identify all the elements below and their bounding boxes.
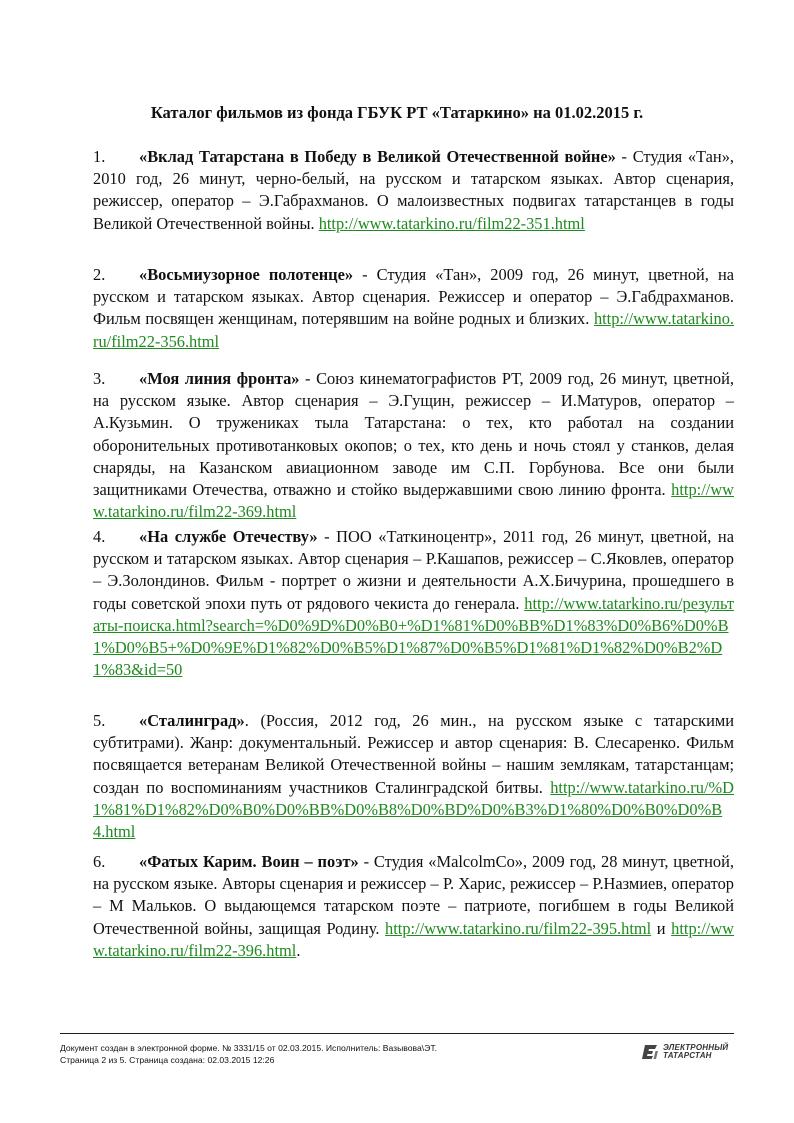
catalog-entry (93, 146, 734, 235)
logo-text-line2: ТАТАРСТАН (663, 1051, 712, 1060)
entry-number: 3. (93, 369, 106, 388)
footer-page-info: Страница 2 из 5. Страница создана: 02.03.2015 12:26 (60, 1055, 275, 1065)
entry-number: 4. (93, 527, 106, 546)
entry-text: - ПОО «Таткиноцентр», 2011 год, 26 минут, цветной, на русском и татарском языках. Автор сценария – Р.Кашапов, режиссер – С.Яковлев, оператор – Э.Золондинов. Фильм - портрет о жизни и деятельности А.Х.Бичурина, прошедшего в годы советской эпохи путь от рядового чекиста до генерала. (93, 527, 734, 613)
entry-text: - Студия «Тан», 2010 год, 26 минут, черно-белый, на русском и татарском языках. Автор сценария, режиссер, оператор – Э.Габрахманов. О малоизвестных подвигах татарстанцев в годы Великой Отечественной войны. (93, 147, 735, 233)
entry-text: - Студия «Тан», 2009 год, 26 минут, цветной, на русском и татарском языках. Автор сценария. Режиссер и оператор – Э.Габдрахманов. Фильм посвящен женщинам, потерявшим на войне родных и близких. (93, 265, 734, 329)
entry-link[interactable]: http://www.tatarkino.ru/film22-369.html (93, 480, 734, 522)
footer-document-info: Документ создан в электронной форме. № 3331/15 от 02.03.2015. Исполнитель: Вазывова\ЭТ. (60, 1043, 438, 1053)
entry-link-2[interactable]: http://www.tatarkino.ru/film22-396.html (93, 918, 734, 960)
entry-link[interactable]: http://www.tatarkino.ru/film22-395.html (385, 918, 652, 938)
catalog-entry (93, 526, 734, 681)
logo-mark-icon (641, 1043, 659, 1061)
entry-link[interactable]: http://www.tatarkino.ru/film22-351.html (318, 213, 585, 233)
entry-title: «Сталинград» (139, 711, 245, 730)
entry-number: 5. (93, 711, 106, 730)
catalog-entry (93, 264, 734, 353)
page-title: Каталог фильмов из фонда ГБУК РТ «Татаркино» на 01.02.2015 г. (150, 103, 644, 122)
entry-title: «Восьмиузорное полотенце» (139, 265, 354, 284)
logo-text-line1: ЭЛЕКТРОННЫЙ (663, 1042, 729, 1052)
entry-text: - Союз кинематографистов РТ, 2009 год, 26 минут, цветной, на русском языке. Автор сценария – Э.Гущин, режиссер – И.Матуров, оператор – А.Кузьмин. О тружениках тыла Татарстана: о тех, кто работал на создании оборонительных противотанковых окопов; о тех, кто день и ночь стоял у станков, делая снаряды, на Казанском авиационном заводе им С.П. Горбунова. Все они были защитниками Отечества, отважно и стойко выдержавшими свою линию фронта. (93, 369, 734, 500)
entry-title: «На службе Отечеству» (139, 527, 318, 546)
catalog-entry (93, 368, 734, 523)
entry-number: 2. (93, 265, 106, 284)
catalog-entry (93, 710, 734, 843)
entry-title: «Фатых Карим. Воин – поэт» (139, 852, 359, 871)
entry-number: 1. (93, 147, 106, 166)
entry-link[interactable]: http://www.tatarkino.ru/результаты-поиска.html?search=%D0%9D%D0%B0+%D1%81%D0%BB%D1%83%D0%B6%D0%B1%D0%B5+%D0%9E%D1%82%D0%B5%D1%87%D0%B5%D1%81%D1%82%D0%B2%D1%83&id=50 (93, 593, 734, 680)
entry-link[interactable]: http://www.tatarkino.ru/%D1%81%D1%82%D0%B0%D0%BB%D0%B8%D0%BD%D0%B3%D1%80%D0%B0%D0%B4.html (93, 777, 734, 842)
entry-title: «Вклад Татарстана в Победу в Великой Отечественной войне» (139, 147, 616, 166)
entry-text: - Студия «MalcolmCo», 2009 год, 28 минут, цветной, на русском языке. Авторы сценария и режиссер – Р. Харис, режиссер – Р.Назмиев, оператор – М Мальков. О выдающемся татарском поэте – патриоте, погибшем в годы Великой Отечественной войны, защищая Родину. (93, 852, 734, 938)
entry-title: «Моя линия фронта» (139, 369, 300, 388)
entry-text: . (Россия, 2012 год, 26 мин., на русском языке с татарскими субтитрами). Жанр: документальный. Режиссер и автор сценария: В. Слесаренко. Фильм посвящается ветеранам Великой Отечественной войны – нашим землякам, татарстанцам; создан по воспоминаниям участников Сталинградской битвы. (93, 711, 734, 797)
electronic-tatarstan-logo (641, 1041, 733, 1063)
entry-text-mid: и (651, 918, 672, 938)
footer-info (60, 1042, 620, 1066)
entry-text-after: . (296, 940, 301, 960)
catalog-entry (93, 851, 734, 962)
entry-number: 6. (93, 852, 106, 871)
entry-link[interactable]: http://www.tatarkino.ru/film22-356.html (93, 309, 734, 351)
footer-divider (60, 1033, 734, 1034)
